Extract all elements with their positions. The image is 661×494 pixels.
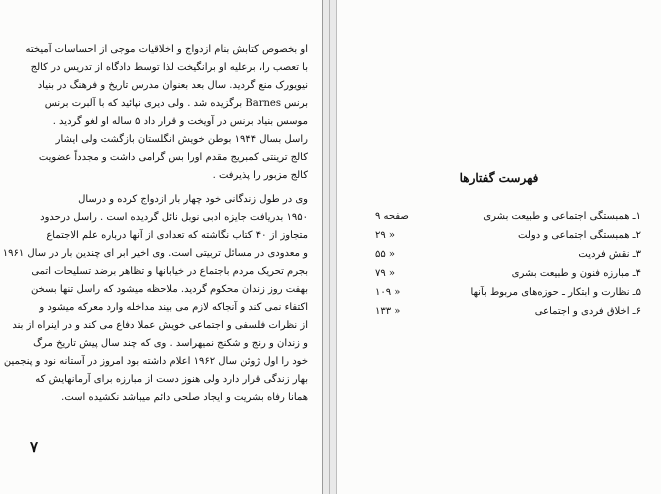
right-page <box>337 0 661 494</box>
toc-entry-label: ۵ـ نظارت و ابتکار ـ حوزه‌های مربوط بآنها <box>470 287 641 298</box>
toc-entry-label: ۶ـ اخلاق فردی و اجتماعی <box>534 306 641 317</box>
toc-entry-page: صفحه ۹ <box>375 211 409 222</box>
page-number: ۷ <box>30 438 39 456</box>
toc-entry-page: « ۷۹ <box>375 268 396 279</box>
text-line: موسس بنیاد برنس در آویخت و قرار داد ۵ ساله او لغو گردید . <box>52 116 308 127</box>
toc-entry-page: « ۱۳۳ <box>375 306 401 317</box>
text-line: نیویورک منع گردید. سال بعد بعنوان مدرس تاریخ و فرهنگ در بنیاد <box>37 80 308 91</box>
text-line: او بخصوص کتابش بنام ازدواج و اخلاقیات موجی از احساسات آمیخته <box>25 44 308 55</box>
text-line: بهفت روز زندان محکوم گردید. ملاحظه میشود که راسل تنها بسخن <box>30 284 308 295</box>
text-line: وی در طول زندگانی خود چهار بار ازدواج کرده و درسال <box>78 194 308 205</box>
book-gutter <box>322 0 337 494</box>
text-line: کالج ترینتی کمبریج مقدم اورا بس گرامی داشت و مجدداً عضویت <box>38 152 308 163</box>
text-line: و معدودی در مسائل تربیتی است. وی اخیر ابر ای چندین بار در سال ۱۹۶۱ <box>2 248 308 259</box>
toc-entry-label: ۴ـ مبارزه فنون و طبیعت بشری <box>511 268 641 279</box>
text-line: راسل بسال ۱۹۴۴ بوطن خویش انگلستان بازگشت ولی ایشار <box>55 134 308 145</box>
toc-entry <box>375 207 641 226</box>
text-line: خود را اول ژوئن سال ۱۹۶۲ اعلام داشته بود امروز در آستانه نود و پنجمین <box>3 356 308 367</box>
toc-entry-label: ۲ـ همبستگی اجتماعی و دولت <box>518 230 641 241</box>
toc-entry-page: « ۵۵ <box>375 249 396 260</box>
text-line: کالج مزبور را پذیرفت . <box>212 170 308 181</box>
text-line: بهار زندگی قرار دارد ولی هنوز دست از مبارزه برای آرمانهایش که <box>35 374 308 385</box>
body-text <box>2 41 308 407</box>
toc-entry <box>375 283 641 302</box>
text-line: متجاوز از ۴۰ کتاب نگاشته که تعدادی از آنها درباره علم الاجتماع <box>46 230 308 241</box>
text-line: و زندان و رنج و شکنج نمیهراسد . وی که چند سال پیش تاریخ مرگ <box>33 338 308 349</box>
text-line: از نظرات فلسفی و اجتماعی خویش عملا دفاع می کند و در اینراه از بند <box>12 320 308 331</box>
toc-title: فهرست گفتارها <box>459 171 539 185</box>
toc-entry-label: ۳ـ نقش فردیت <box>578 249 641 260</box>
paragraph <box>2 191 308 407</box>
text-line: با تعصب را، برعلیه او برانگیخت لذا توسط دادگاه از تدریس در کالج <box>30 62 308 73</box>
toc-entry <box>375 302 641 321</box>
left-page <box>0 0 322 494</box>
text-line: همانا رفاه بشریت و ایجاد صلحی دائم میباشد نکشیده است. <box>61 392 308 403</box>
text-line: ۱۹۵۰ بدریافت جایزه ادبی نوبل نائل گردیده است . راسل درحدود <box>40 212 308 223</box>
toc-entry <box>375 245 641 264</box>
toc-entry <box>375 226 641 245</box>
text-line: برنس Barnes برگزیده شد . ولی دیری نپائید که با آلبرت برنس <box>44 98 308 109</box>
paragraph <box>22 131 308 185</box>
toc-entry-page: « ۱۰۹ <box>375 287 401 298</box>
paragraph <box>22 41 308 131</box>
table-of-contents <box>375 207 641 321</box>
toc-entry-page: « ۲۹ <box>375 230 396 241</box>
text-line: اکتفاء نمی کند و آنجاکه لازم می بیند مداخله وارد معرکه میشود و <box>39 302 308 313</box>
toc-entry-label: ۱ـ همبستگی اجتماعی و طبیعت بشری <box>483 211 641 222</box>
toc-entry <box>375 264 641 283</box>
text-line: بجرم تحریک مردم باجتماع در خیابانها و تظاهر برضد تسلیحات اتمی <box>31 266 308 277</box>
